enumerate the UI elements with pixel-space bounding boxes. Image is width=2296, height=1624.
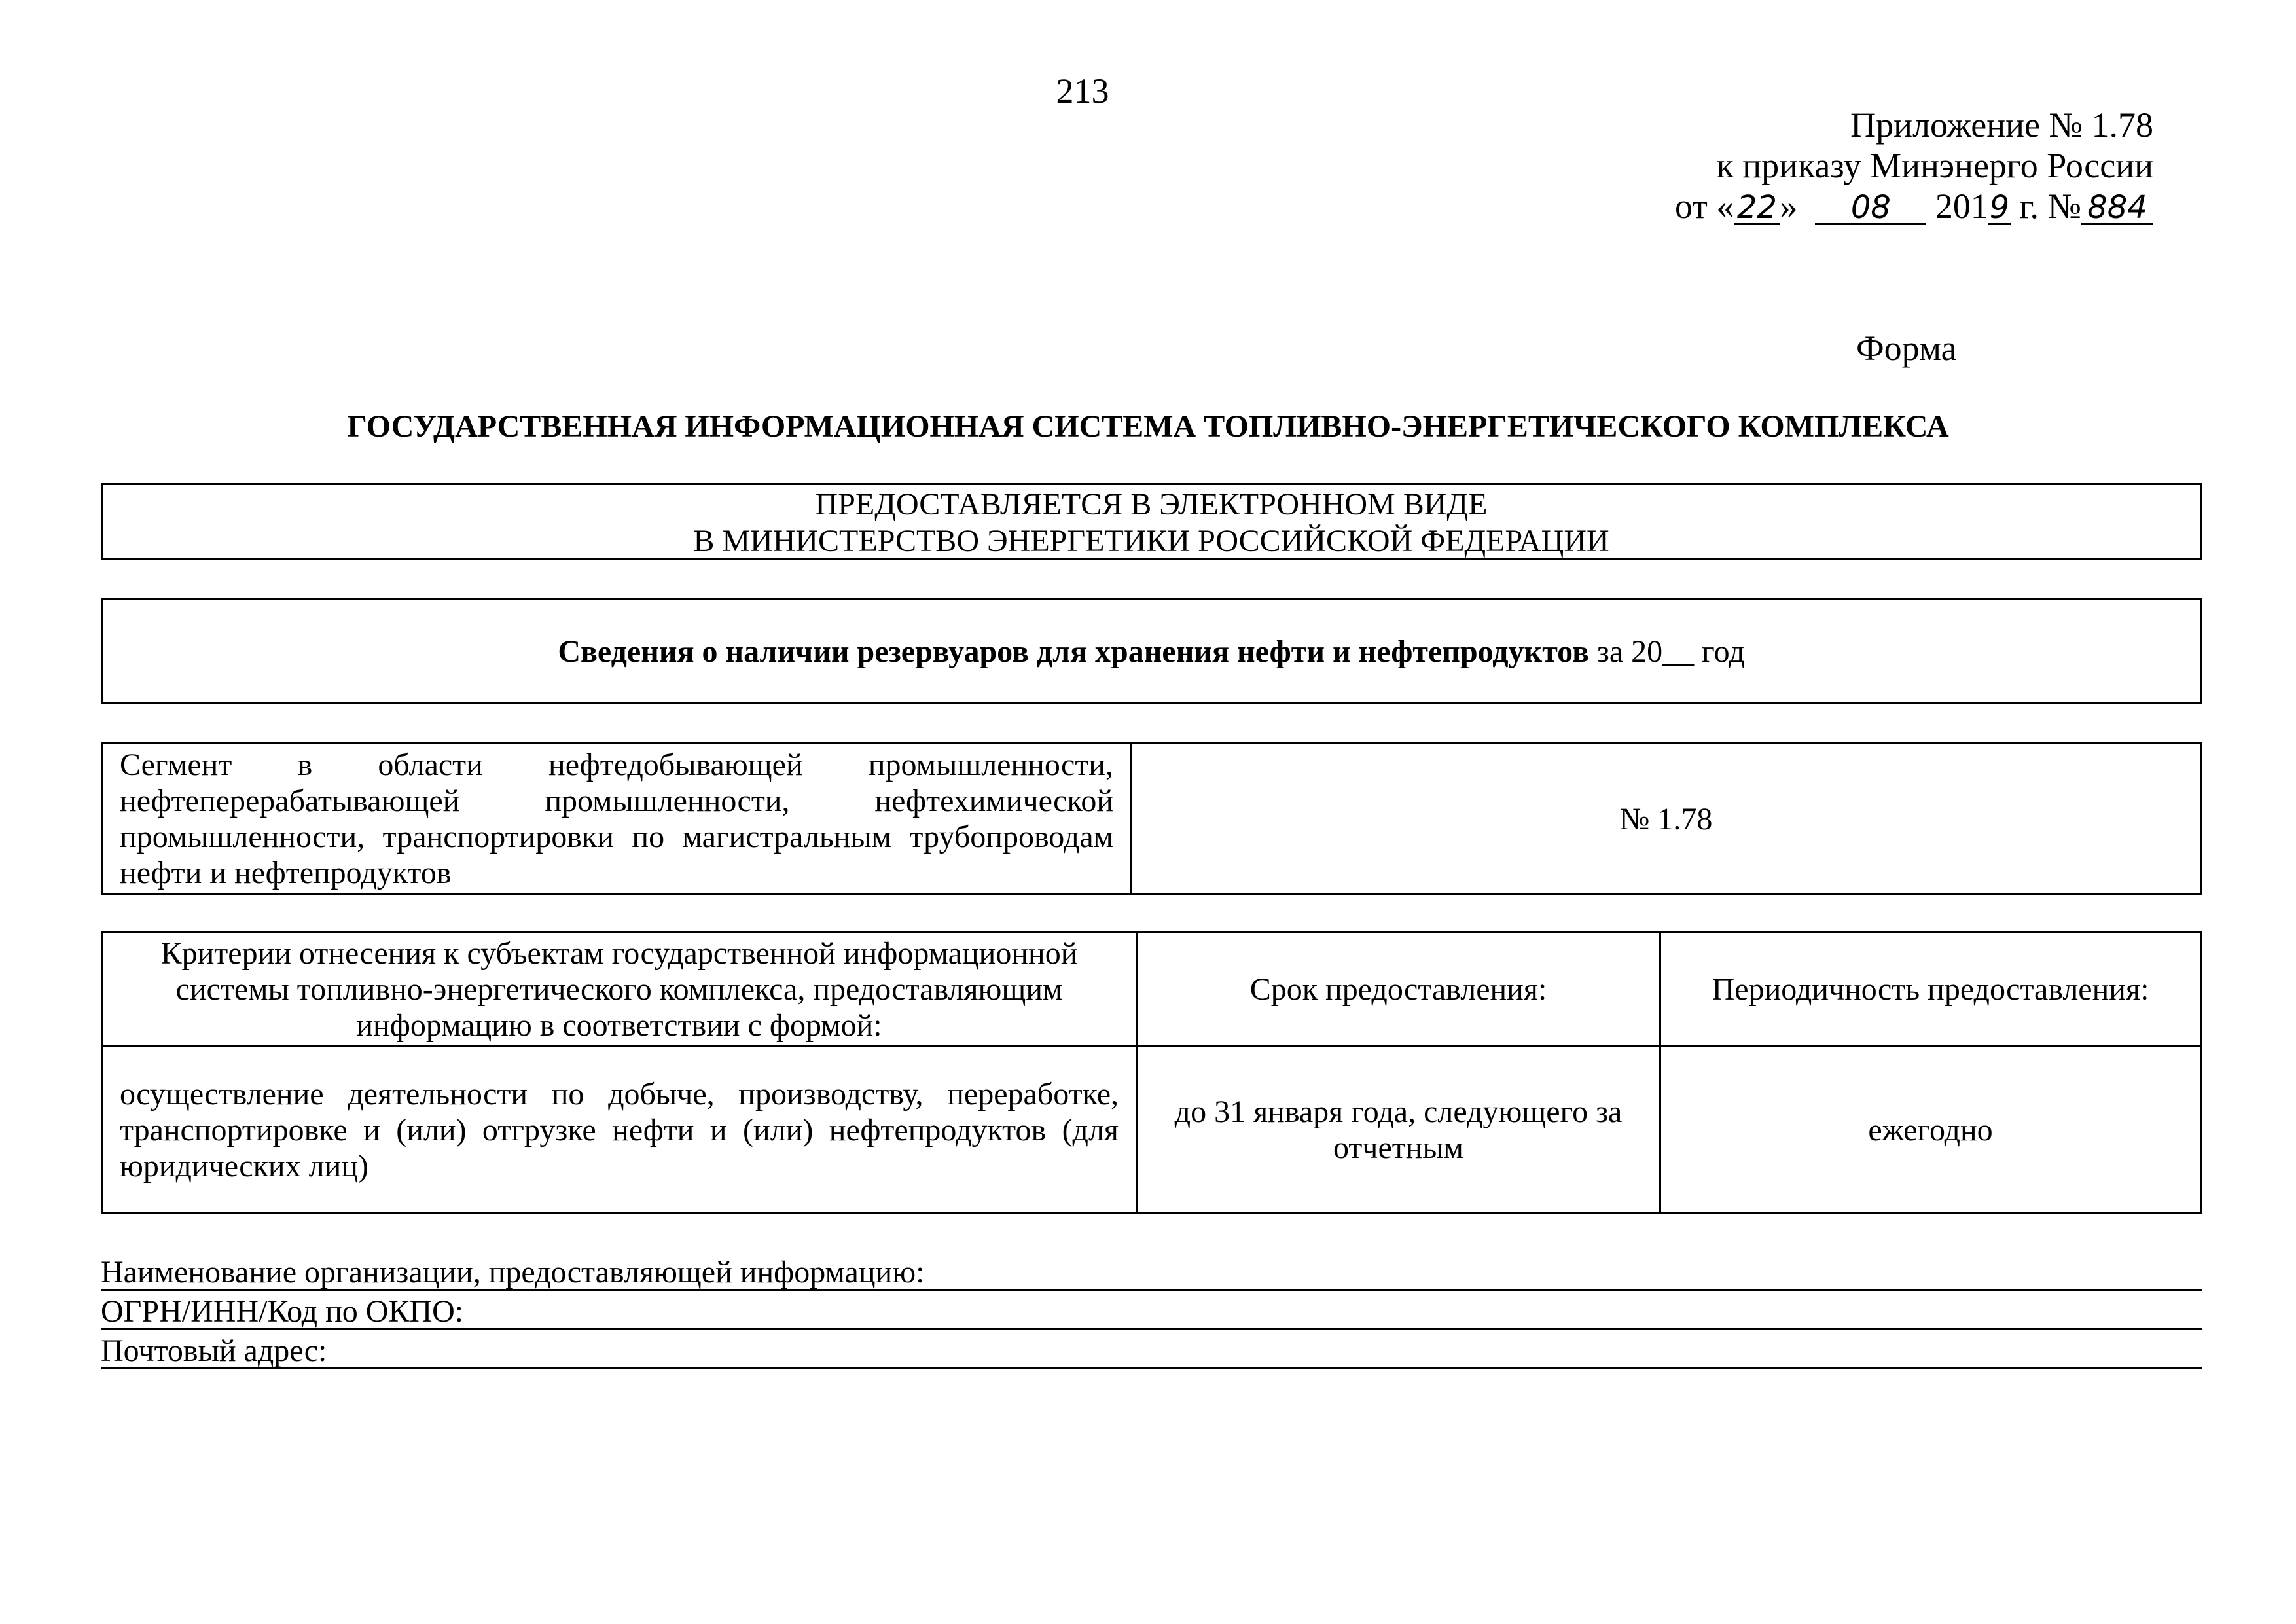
form-label: Форма	[1856, 329, 1957, 368]
registration-codes-field: ОГРН/ИНН/Код по ОКПО:	[101, 1291, 2202, 1330]
organization-fields	[101, 1252, 2202, 1369]
criteria-data-row	[102, 1047, 2201, 1214]
annex-block	[1571, 105, 2153, 226]
report-title: Сведения о наличии резервуаров для хранения нефти и нефтепродуктов	[558, 634, 1589, 669]
organization-name-field: Наименование организации, предоставляющей информацию:	[101, 1252, 2202, 1291]
form-number: № 1.78	[1132, 744, 2201, 895]
deadline-value: до 31 января года, следующего за отчетным	[1137, 1047, 1660, 1214]
handwritten-day: 22	[1734, 192, 1780, 225]
criteria-header-row	[102, 933, 2201, 1047]
handwritten-month: 08	[1815, 192, 1926, 225]
annex-line-2: к приказу Минэнерго России	[1716, 146, 2153, 185]
periodicity-value: ежегодно	[1660, 1047, 2201, 1214]
submission-box	[101, 483, 2202, 560]
submission-line-1: ПРЕДОСТАВЛЯЕТСЯ В ЭЛЕКТРОННОМ ВИДЕ	[815, 487, 1488, 522]
handwritten-year-digit: 9	[1989, 189, 2010, 226]
criteria-table	[101, 931, 2202, 1214]
segment-row	[102, 744, 2201, 895]
report-period: за 20__ год	[1588, 634, 1745, 669]
criteria-header: Критерии отнесения к субъектам государственной информационной системы топливно-энергетического комплекса, предоставляющим информацию в соответствии с формой:	[102, 933, 1137, 1047]
criteria-value: осуществление деятельности по добыче, производству, переработке, транспортировке и (или) отгрузке нефти и (или) нефтепродуктов (для юридических лиц)	[102, 1047, 1137, 1214]
submission-line-2: В МИНИСТЕРСТВО ЭНЕРГЕТИКИ РОССИЙСКОЙ ФЕДЕРАЦИИ	[693, 524, 1609, 558]
report-title-box	[101, 598, 2202, 704]
segment-text: Сегмент в области нефтедобывающей промышленности, нефтеперерабатывающей промышленности, нефтехимической промышленности, транспортировки по магистральным трубопроводам нефти и нефтепродуктов	[102, 744, 1132, 895]
deadline-header: Срок предоставления:	[1137, 933, 1660, 1047]
handwritten-order-number: 884	[2081, 192, 2153, 225]
postal-address-field: Почтовый адрес:	[101, 1330, 2202, 1369]
segment-table	[101, 742, 2202, 895]
periodicity-header: Периодичность предоставления:	[1660, 933, 2201, 1047]
system-title: ГОСУДАРСТВЕННАЯ ИНФОРМАЦИОННАЯ СИСТЕМА ТОПЛИВНО-ЭНЕРГЕТИЧЕСКОГО КОМПЛЕКСА	[347, 409, 1949, 444]
annex-line-1: Приложение № 1.78	[1850, 105, 2153, 145]
annex-line-3: от «22» 08 2019 г. № 884	[1571, 186, 2153, 226]
page-number: 213	[1056, 71, 1109, 111]
